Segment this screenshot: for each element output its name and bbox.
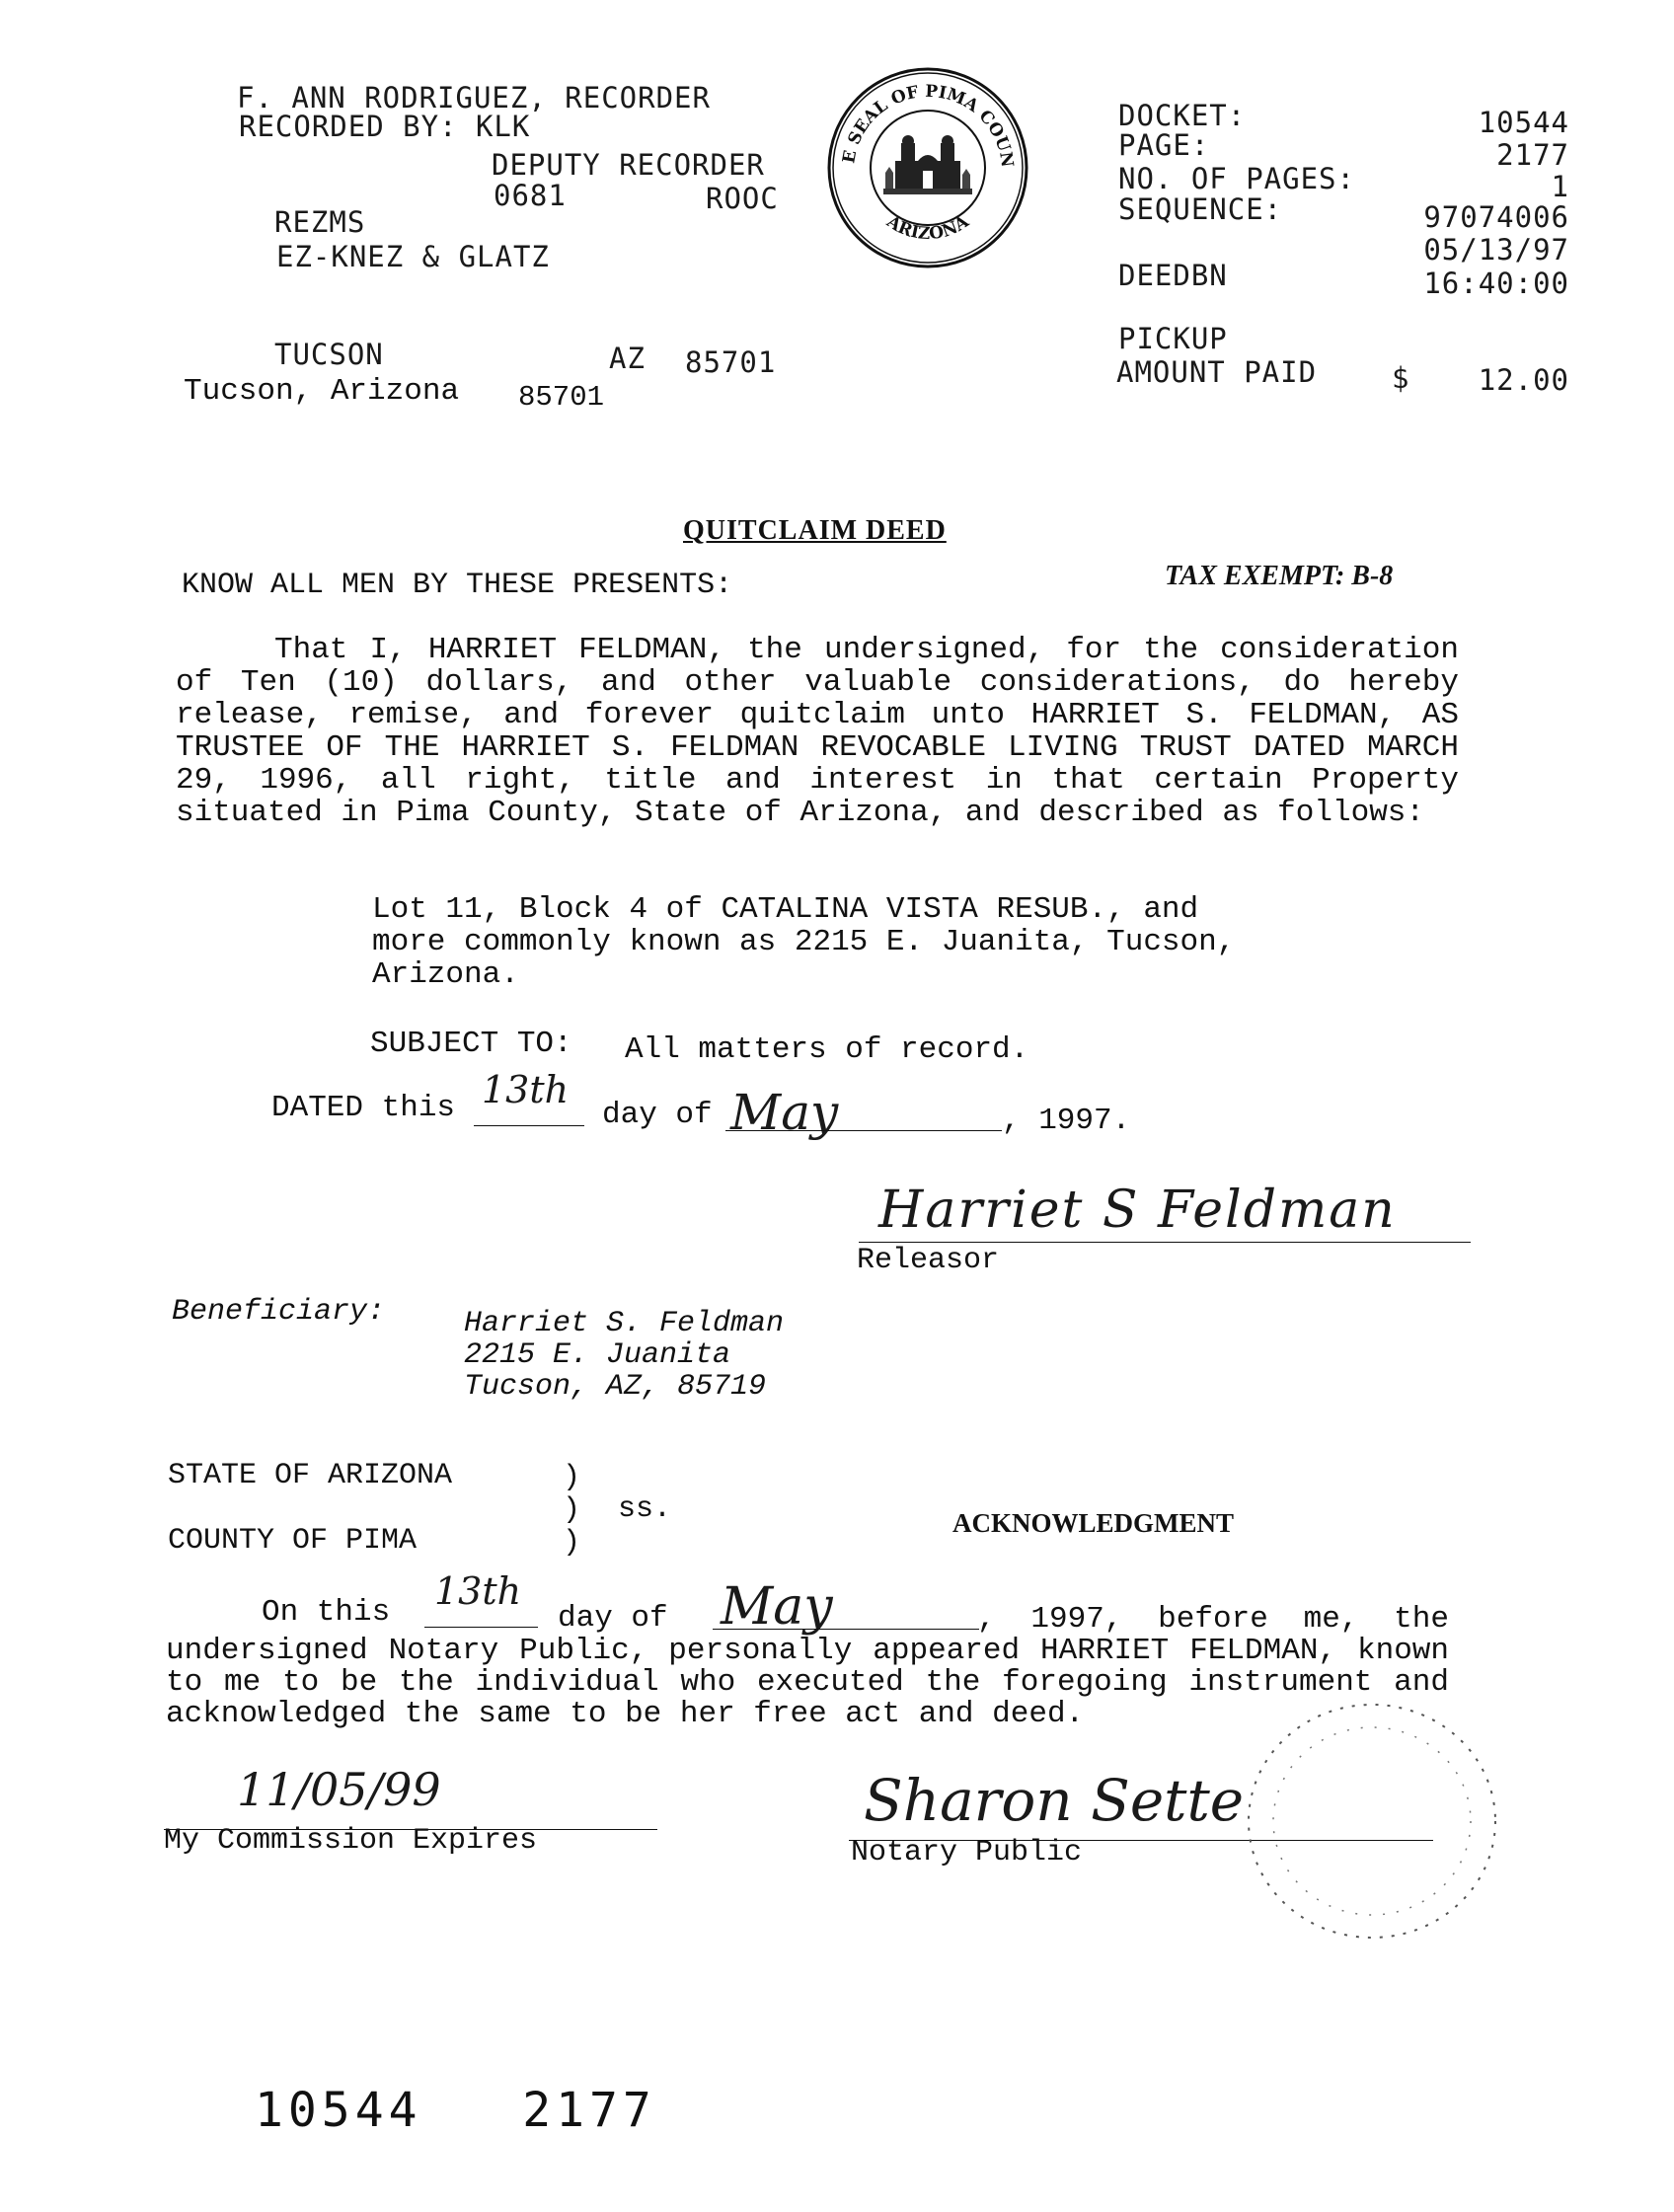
venue-paren-2: ) (563, 1493, 581, 1527)
amount-paid-label: AMOUNT PAID (1116, 355, 1318, 389)
dated-month-handwritten: May (730, 1084, 839, 1141)
sequence-label: SEQUENCE: (1118, 192, 1283, 226)
venue-paren-1: ) (563, 1461, 581, 1494)
beneficiary-name: Harriet S. Feldman (464, 1307, 785, 1340)
party-name: EZ-KNEZ & GLATZ (276, 240, 550, 273)
ack-on-this: On this (262, 1595, 391, 1630)
recorded-by: RECORDED BY: KLK (239, 110, 531, 143)
seal-top-text: E SEAL OF PIMA COUN (839, 81, 1018, 169)
legal-description: Lot 11, Block 4 of CATALINA VISTA RESUB., and more commonly known as 2215 E. Juanita, Tucson, Arizona. (372, 892, 1236, 992)
notary-signature: Sharon Sette (864, 1767, 1245, 1834)
docket-value: 10544 (1478, 106, 1569, 139)
svg-text:ARIZONA (882, 211, 973, 244)
deputy-recorder: DEPUTY RECORDER (492, 148, 765, 182)
page-label: PAGE: (1118, 128, 1210, 162)
beneficiary-street: 2215 E. Juanita (464, 1338, 731, 1372)
notary-seal-icon (1224, 1698, 1500, 1945)
venue-county: COUNTY OF PIMA (168, 1524, 418, 1558)
venue-paren-3: ) (563, 1526, 581, 1560)
releasor-signature-line (859, 1242, 1471, 1243)
sequence-value: 97074006 (1423, 200, 1569, 234)
notary-label: Notary Public (851, 1836, 1083, 1869)
currency-symbol: $ (1392, 361, 1410, 395)
dated-prefix: DATED this (271, 1091, 456, 1125)
docket-label: DOCKET: (1118, 99, 1247, 132)
svg-text:THE SEAL OF PIMA COUNTY (824, 64, 1017, 169)
beneficiary-label: Beneficiary: (172, 1295, 386, 1329)
deed-body-text: That I, HARRIET FELDMAN, the undersigned, for the consideration of Ten (10) dollars, and other valuable considerations, do hereby release, remise, and forever quitclaim unto HARRIET S. FELDMAN, AS TRUSTEE OF THE HARRIET S. FELDMAN REVOCABLE LIVING TRUST DATED MARCH 29, 1996, all right, title and interest in that certain Property situated in Pima County, State of Arizona, and described as follows: (176, 633, 1459, 830)
ack-body-text: , 1997, before me, the undersigned Notary Public, personally appeared HARRIET FELDMAN, known to me to be the individual who executed the foregoing instrument and acknowledged the same to be her free act and deed. (166, 1602, 1449, 1731)
county-seal (824, 64, 1031, 271)
deed-body (176, 634, 1459, 829)
venue-state: STATE OF ARIZONA (168, 1459, 453, 1492)
pickup-label: PICKUP (1118, 322, 1228, 355)
ack-day-handwritten: 13th (434, 1569, 522, 1613)
dated-day-handwritten: 13th (482, 1068, 570, 1111)
recorder-code-2: ROOC (706, 182, 779, 215)
deed-code: DEEDBN (1118, 259, 1228, 292)
dated-month-line (725, 1130, 1002, 1131)
subject-to-label: SUBJECT TO: (370, 1027, 572, 1061)
notary-seal (1224, 1698, 1500, 1945)
releasor-label: Releasor (857, 1244, 1000, 1277)
recorder-name: F. ANN RODRIGUEZ, RECORDER (237, 81, 711, 114)
recorder-code: 0681 (494, 179, 567, 212)
record-time: 16:40:00 (1423, 267, 1569, 300)
num-pages-label: NO. OF PAGES: (1118, 162, 1355, 195)
dated-year: , 1997. (1002, 1104, 1131, 1138)
amount-paid-value: 12.00 (1478, 363, 1569, 397)
typed-address: Tucson, Arizona (184, 374, 460, 409)
releasor-signature: Harriet S Feldman (878, 1181, 1397, 1240)
party-code: REZMS (274, 205, 366, 239)
ack-day-of: day of (558, 1601, 668, 1636)
typed-zip: 85701 (518, 381, 605, 414)
page-value: 2177 (1496, 138, 1569, 172)
return-city: TUCSON (274, 338, 384, 371)
preamble: KNOW ALL MEN BY THESE PRESENTS: (182, 569, 733, 602)
acknowledgment-title: ACKNOWLEDGMENT (952, 1508, 1235, 1538)
commission-label: My Commission Expires (164, 1824, 538, 1858)
dated-mid: day of (602, 1098, 713, 1132)
book-page-stamp: 10544 2177 (255, 2083, 656, 2138)
venue-ss: ss. (618, 1492, 672, 1526)
commission-date-handwritten: 11/05/99 (237, 1763, 441, 1816)
record-date: 05/13/97 (1423, 233, 1569, 267)
subject-to-text: All matters of record. (625, 1032, 1029, 1067)
tax-exempt: TAX EXEMPT: B-8 (1165, 561, 1394, 591)
return-state: AZ (609, 342, 646, 375)
num-pages-value: 1 (1551, 170, 1569, 203)
beneficiary-city: Tucson, AZ, 85719 (464, 1370, 767, 1404)
return-zip: 85701 (685, 345, 777, 379)
document-title: QUITCLAIM DEED (683, 515, 947, 546)
seal-icon (824, 64, 1031, 271)
seal-bottom-text: ARIZONA (882, 211, 973, 245)
ack-month-handwritten: May (721, 1577, 833, 1637)
dated-day-line (474, 1125, 584, 1126)
